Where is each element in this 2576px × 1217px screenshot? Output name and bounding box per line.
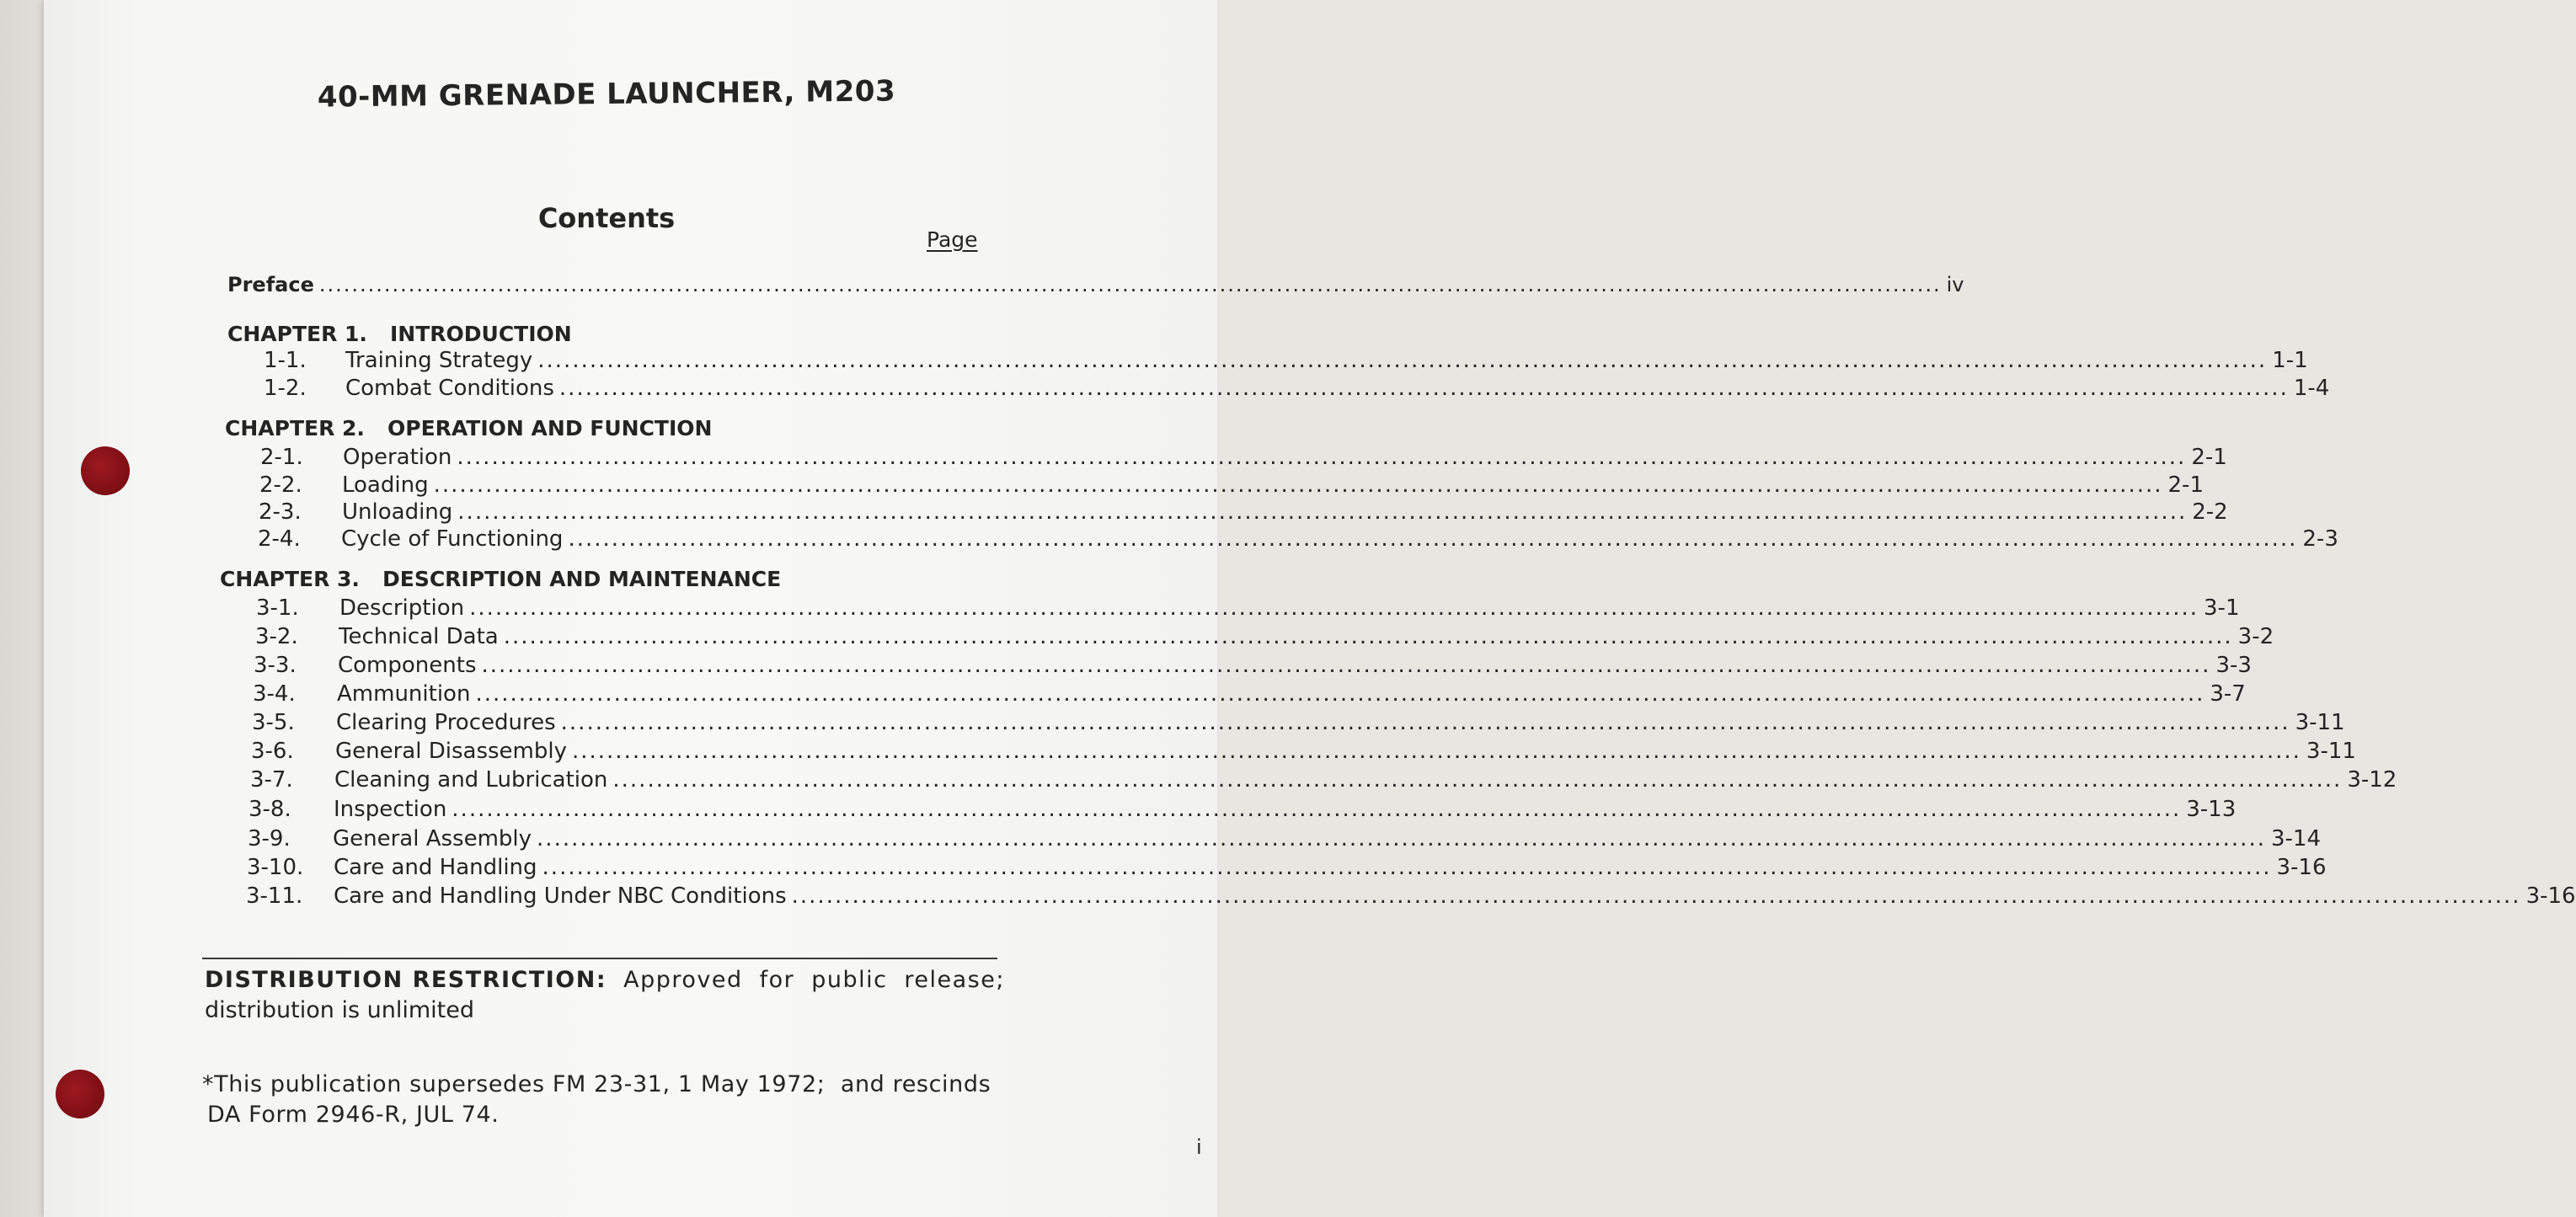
distribution-word: Approved [623, 967, 743, 993]
binder-hole-icon [81, 446, 130, 495]
toc-entry-page: 3-1 [2204, 595, 2240, 621]
distribution-line-1 [205, 965, 1005, 995]
toc-entry-page: 2-2 [2192, 499, 2228, 525]
leader-dots: ........................................................................................................................................................................................................ [457, 445, 2187, 470]
toc-entry [260, 445, 2227, 470]
toc-entry-title: Description [339, 595, 465, 621]
toc-entry-number: 3-5. [252, 710, 295, 735]
chapter-heading [225, 416, 712, 440]
toc-entry [248, 826, 2321, 851]
leader-dots: ........................................................................................................................................................................................................ [558, 376, 2289, 401]
chapter-title: INTRODUCTION [390, 322, 572, 346]
page-column-label: Page [927, 227, 978, 252]
toc-entry-number: 2-4. [258, 526, 301, 552]
leader-dots: ........................................................................................................................................................................................................ [452, 797, 2182, 822]
toc-entry [246, 883, 2576, 909]
toc-entry-number: 3-1. [256, 595, 299, 621]
leader-dots: ........................................................................................................................................................................................................ [457, 499, 2188, 525]
supersede-note-line-2: DA Form 2946-R, JUL 74. [207, 1102, 500, 1128]
toc-entry-number: 3-4. [253, 681, 296, 707]
toc-entry-page: 2-3 [2302, 526, 2338, 552]
toc-entry-page: 3-12 [2347, 767, 2397, 793]
leader-dots: ........................................................................................................................................................................................................ [612, 767, 2343, 793]
toc-entry-number: 1-2. [264, 376, 307, 401]
toc-entry [256, 595, 2240, 621]
toc-entry-number: 3-7. [250, 767, 293, 793]
supersede-note [202, 1070, 1023, 1130]
document-title: 40-MM GRENADE LAUNCHER, M203 [317, 74, 896, 115]
toc-entry-number: 2-2. [259, 472, 302, 498]
leader-dots: ........................................................................................................................................................................................................ [503, 624, 2233, 649]
toc-entry-title: Loading [342, 472, 429, 498]
toc-entry-title: Cycle of Functioning [341, 526, 564, 552]
toc-entry [259, 499, 2228, 525]
chapter-number: CHAPTER 2. [225, 416, 365, 440]
toc-entry-page: 3-16 [2525, 883, 2576, 909]
toc-entry-title: Ammunition [337, 681, 471, 707]
toc-entry-title: Cleaning and Lubrication [334, 767, 608, 793]
leader-dots: ........................................................................................................................................................................................................ [568, 526, 2298, 552]
distribution-restriction [205, 965, 1005, 1026]
toc-entry-page: 1-1 [2272, 348, 2308, 373]
toc-entry [253, 681, 2246, 707]
toc-entry [252, 710, 2345, 735]
toc-entry-page: 3-13 [2186, 797, 2237, 822]
toc-entry-page: 3-7 [2210, 681, 2246, 707]
toc-entry [250, 767, 2397, 793]
toc-entry-number: 3-11. [246, 883, 303, 909]
toc-entry-title: Components [338, 653, 477, 678]
leader-dots: ........................................................................................................................................................................................................ [537, 348, 2268, 373]
toc-entry-page: 2-1 [2191, 445, 2227, 470]
distribution-word: public [811, 967, 888, 993]
toc-entry [259, 472, 2204, 498]
toc-entry-title: Care and Handling Under NBC Conditions [334, 883, 787, 909]
chapter-heading [220, 567, 781, 591]
toc-entry-number: 3-3. [254, 653, 297, 678]
toc-entry-page: 3-3 [2215, 653, 2252, 678]
divider-rule [202, 958, 997, 959]
leader-dots: ........................................................................................................................................................................................................ [560, 710, 2290, 735]
leader-dots: ........................................................................................................................................................................................................ [481, 653, 2211, 678]
page-folio: i [1196, 1135, 1202, 1159]
toc-entry [255, 624, 2274, 649]
toc-entry-page: 2-1 [2167, 472, 2204, 498]
binder-hole-icon [56, 1070, 104, 1118]
toc-entry-page: 3-16 [2276, 855, 2327, 880]
toc-entry [251, 739, 2356, 764]
toc-preface [227, 273, 1964, 296]
toc-entry [264, 376, 2330, 401]
leader-dots: ........................................................................................................................................................................................................ [318, 273, 1942, 296]
toc-entry-title: Technical Data [339, 624, 499, 649]
toc-entry-number: 3-8. [249, 797, 291, 822]
toc-entry-title: Care and Handling [334, 855, 537, 880]
toc-entry [258, 526, 2338, 552]
toc-entry [254, 653, 2252, 678]
leader-dots: ........................................................................................................................................................................................................ [537, 826, 2266, 851]
toc-entry-title: Combat Conditions [345, 376, 554, 401]
leader-dots: ........................................................................................................................................................................................................ [791, 883, 2521, 909]
toc-entry-page: iv [1946, 273, 1964, 296]
toc-entry [249, 797, 2237, 822]
toc-entry-number: 3-6. [251, 739, 294, 764]
toc-entry-number: 3-10. [247, 855, 304, 880]
toc-entry-title: Operation [343, 445, 452, 470]
toc-entry-title: Clearing Procedures [336, 710, 556, 735]
toc-entry-page: 3-2 [2237, 624, 2274, 649]
toc-entry-title: General Disassembly [335, 739, 567, 764]
chapter-heading [227, 322, 572, 346]
toc-entry-title: Unloading [342, 499, 453, 525]
supersede-note-line-1: *This publication supersedes FM 23-31, 1 May 1972; and rescinds [202, 1071, 991, 1097]
distribution-word: release; [904, 967, 1005, 993]
toc-entry-page: 3-11 [2306, 739, 2356, 764]
toc-entry-title: General Assembly [333, 826, 532, 851]
toc-entry-page: 3-11 [2295, 710, 2345, 735]
chapter-number: CHAPTER 1. [227, 322, 367, 346]
toc-entry-number: 1-1. [264, 348, 307, 373]
leader-dots: ........................................................................................................................................................................................................ [475, 681, 2205, 707]
chapter-title: OPERATION AND FUNCTION [387, 416, 713, 440]
toc-entry-number: 2-3. [259, 499, 302, 525]
toc-entry-number: 2-1. [260, 445, 303, 470]
distribution-label: DISTRIBUTION RESTRICTION: [205, 967, 607, 993]
leader-dots: ........................................................................................................................................................................................................ [542, 855, 2272, 880]
leader-dots: ........................................................................................................................................................................................................ [469, 595, 2199, 621]
distribution-line-2: distribution is unlimited [205, 997, 474, 1023]
toc-entry-title: Preface [227, 273, 314, 296]
chapter-number: CHAPTER 3. [220, 567, 360, 591]
toc-entry [247, 855, 2327, 880]
contents-heading: Contents [537, 202, 676, 234]
toc-entry-title: Training Strategy [345, 348, 533, 373]
distribution-word: for [759, 967, 795, 993]
chapter-title: DESCRIPTION AND MAINTENANCE [382, 567, 782, 591]
toc-entry-number: 3-9. [248, 826, 291, 851]
toc-entry-page: 3-14 [2270, 826, 2321, 851]
toc-entry-page: 1-4 [2293, 376, 2330, 401]
toc-entry-title: Inspection [334, 797, 447, 822]
toc-entry [264, 348, 2308, 373]
leader-dots: ........................................................................................................................................................................................................ [433, 472, 2163, 498]
leader-dots: ........................................................................................................................................................................................................ [571, 739, 2301, 764]
toc-entry-number: 3-2. [255, 624, 298, 649]
